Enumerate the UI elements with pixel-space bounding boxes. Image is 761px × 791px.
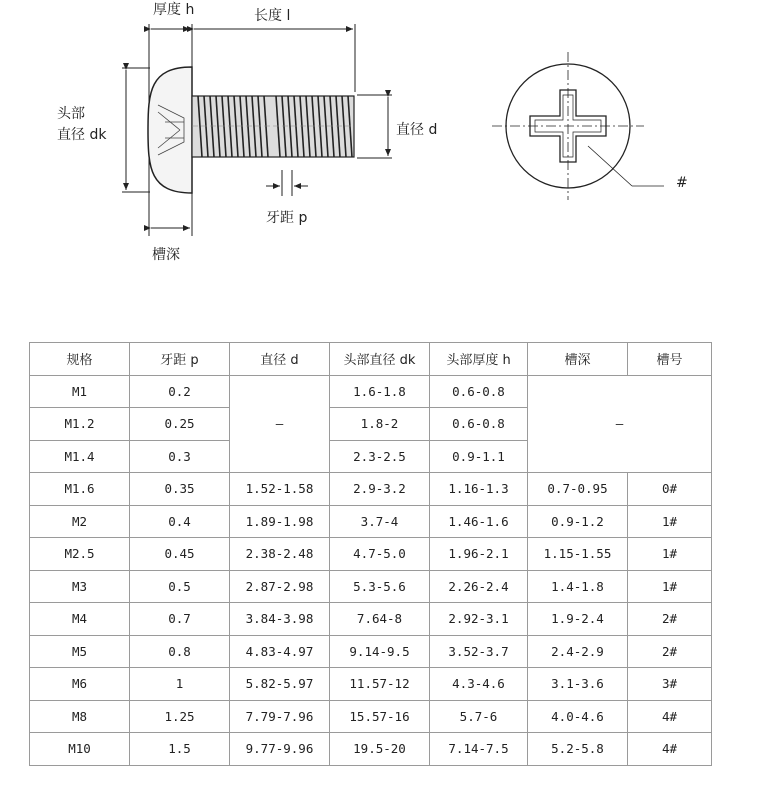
table-row xyxy=(30,505,712,538)
cell-head-thickness: 3.52-3.7 xyxy=(430,635,528,668)
header-recess-number: 槽号 xyxy=(628,343,712,376)
cell-slot-merged: – xyxy=(528,375,712,473)
cell-spec: M2 xyxy=(30,505,130,538)
cell-diameter-merged: – xyxy=(230,375,330,473)
cell-recess-number: 2# xyxy=(628,603,712,636)
cell-pitch: 0.7 xyxy=(130,603,230,636)
cell-pitch: 0.2 xyxy=(130,375,230,408)
cell-spec: M3 xyxy=(30,570,130,603)
cell-spec: M6 xyxy=(30,668,130,701)
cell-recess-number: 1# xyxy=(628,538,712,571)
cell-slot-depth: 3.1-3.6 xyxy=(528,668,628,701)
cell-slot-depth: 0.7-0.95 xyxy=(528,473,628,506)
pitch-label: 牙距 p xyxy=(266,210,308,226)
cell-slot-depth: 2.4-2.9 xyxy=(528,635,628,668)
length-label: 长度 l xyxy=(254,8,291,24)
cell-head-diameter: 11.57-12 xyxy=(330,668,430,701)
cell-slot-depth: 1.9-2.4 xyxy=(528,603,628,636)
cell-slot-depth: 4.0-4.6 xyxy=(528,700,628,733)
cell-spec: M8 xyxy=(30,700,130,733)
cell-recess-number: 1# xyxy=(628,505,712,538)
cell-head-thickness: 0.6-0.8 xyxy=(430,408,528,441)
cell-head-thickness: 1.16-1.3 xyxy=(430,473,528,506)
cell-head-thickness: 5.7-6 xyxy=(430,700,528,733)
cell-diameter: 2.38-2.48 xyxy=(230,538,330,571)
cell-diameter: 5.82-5.97 xyxy=(230,668,330,701)
cell-diameter: 3.84-3.98 xyxy=(230,603,330,636)
head-diameter-label-line2: 直径 dk xyxy=(57,127,107,143)
cell-head-diameter: 15.57-16 xyxy=(330,700,430,733)
cell-diameter: 9.77-9.96 xyxy=(230,733,330,766)
cell-diameter: 7.79-7.96 xyxy=(230,700,330,733)
cell-slot-depth: 1.15-1.55 xyxy=(528,538,628,571)
cell-head-diameter: 2.9-3.2 xyxy=(330,473,430,506)
header-slot-depth: 槽深 xyxy=(528,343,628,376)
cell-head-diameter: 9.14-9.5 xyxy=(330,635,430,668)
cell-spec: M5 xyxy=(30,635,130,668)
cell-spec: M1.6 xyxy=(30,473,130,506)
cell-diameter: 1.89-1.98 xyxy=(230,505,330,538)
screw-drawing xyxy=(0,0,761,300)
cell-head-diameter: 7.64-8 xyxy=(330,603,430,636)
cell-head-thickness: 7.14-7.5 xyxy=(430,733,528,766)
table-header-row xyxy=(30,343,712,376)
cell-spec: M1.2 xyxy=(30,408,130,441)
cell-pitch: 0.3 xyxy=(130,440,230,473)
cell-head-diameter: 5.3-5.6 xyxy=(330,570,430,603)
table-row xyxy=(30,635,712,668)
cell-recess-number: 0# xyxy=(628,473,712,506)
cell-pitch: 0.35 xyxy=(130,473,230,506)
cell-spec: M10 xyxy=(30,733,130,766)
cell-pitch: 1 xyxy=(130,668,230,701)
cell-head-diameter: 1.6-1.8 xyxy=(330,375,430,408)
header-head-diameter: 头部直径 dk xyxy=(330,343,430,376)
spec-table xyxy=(29,342,712,766)
table-row xyxy=(30,603,712,636)
cell-head-thickness: 0.9-1.1 xyxy=(430,440,528,473)
cell-head-diameter: 2.3-2.5 xyxy=(330,440,430,473)
cell-head-diameter: 1.8-2 xyxy=(330,408,430,441)
table-row xyxy=(30,700,712,733)
cell-spec: M2.5 xyxy=(30,538,130,571)
table-row xyxy=(30,733,712,766)
cell-head-thickness: 2.92-3.1 xyxy=(430,603,528,636)
recess-number-label: # xyxy=(676,175,688,191)
cell-head-thickness: 1.46-1.6 xyxy=(430,505,528,538)
cell-pitch: 0.45 xyxy=(130,538,230,571)
cell-slot-depth: 0.9-1.2 xyxy=(528,505,628,538)
header-spec: 规格 xyxy=(30,343,130,376)
cell-spec: M4 xyxy=(30,603,130,636)
diameter-label: 直径 d xyxy=(396,122,438,138)
cell-head-diameter: 19.5-20 xyxy=(330,733,430,766)
table-row xyxy=(30,375,712,408)
thickness-label: 厚度 h xyxy=(153,2,195,18)
table-row xyxy=(30,473,712,506)
cell-pitch: 0.5 xyxy=(130,570,230,603)
cell-diameter: 2.87-2.98 xyxy=(230,570,330,603)
header-diameter: 直径 d xyxy=(230,343,330,376)
cell-pitch: 0.4 xyxy=(130,505,230,538)
cell-recess-number: 4# xyxy=(628,733,712,766)
cell-recess-number: 4# xyxy=(628,700,712,733)
cell-diameter: 4.83-4.97 xyxy=(230,635,330,668)
header-head-thickness: 头部厚度 h xyxy=(430,343,528,376)
cell-spec: M1 xyxy=(30,375,130,408)
cell-spec: M1.4 xyxy=(30,440,130,473)
cell-diameter: 1.52-1.58 xyxy=(230,473,330,506)
cell-recess-number: 2# xyxy=(628,635,712,668)
table-row xyxy=(30,538,712,571)
header-pitch: 牙距 p xyxy=(130,343,230,376)
cell-head-diameter: 3.7-4 xyxy=(330,505,430,538)
table-row xyxy=(30,570,712,603)
cell-pitch: 0.8 xyxy=(130,635,230,668)
head-diameter-label-line1: 头部 xyxy=(57,106,85,122)
cell-recess-number: 1# xyxy=(628,570,712,603)
cell-head-diameter: 4.7-5.0 xyxy=(330,538,430,571)
cell-recess-number: 3# xyxy=(628,668,712,701)
cell-head-thickness: 0.6-0.8 xyxy=(430,375,528,408)
cell-head-thickness: 4.3-4.6 xyxy=(430,668,528,701)
cell-pitch: 1.25 xyxy=(130,700,230,733)
cell-head-thickness: 2.26-2.4 xyxy=(430,570,528,603)
table-row xyxy=(30,668,712,701)
cell-slot-depth: 1.4-1.8 xyxy=(528,570,628,603)
cell-pitch: 1.5 xyxy=(130,733,230,766)
slot-depth-label: 槽深 xyxy=(152,247,180,263)
cell-pitch: 0.25 xyxy=(130,408,230,441)
cell-head-thickness: 1.96-2.1 xyxy=(430,538,528,571)
cell-slot-depth: 5.2-5.8 xyxy=(528,733,628,766)
